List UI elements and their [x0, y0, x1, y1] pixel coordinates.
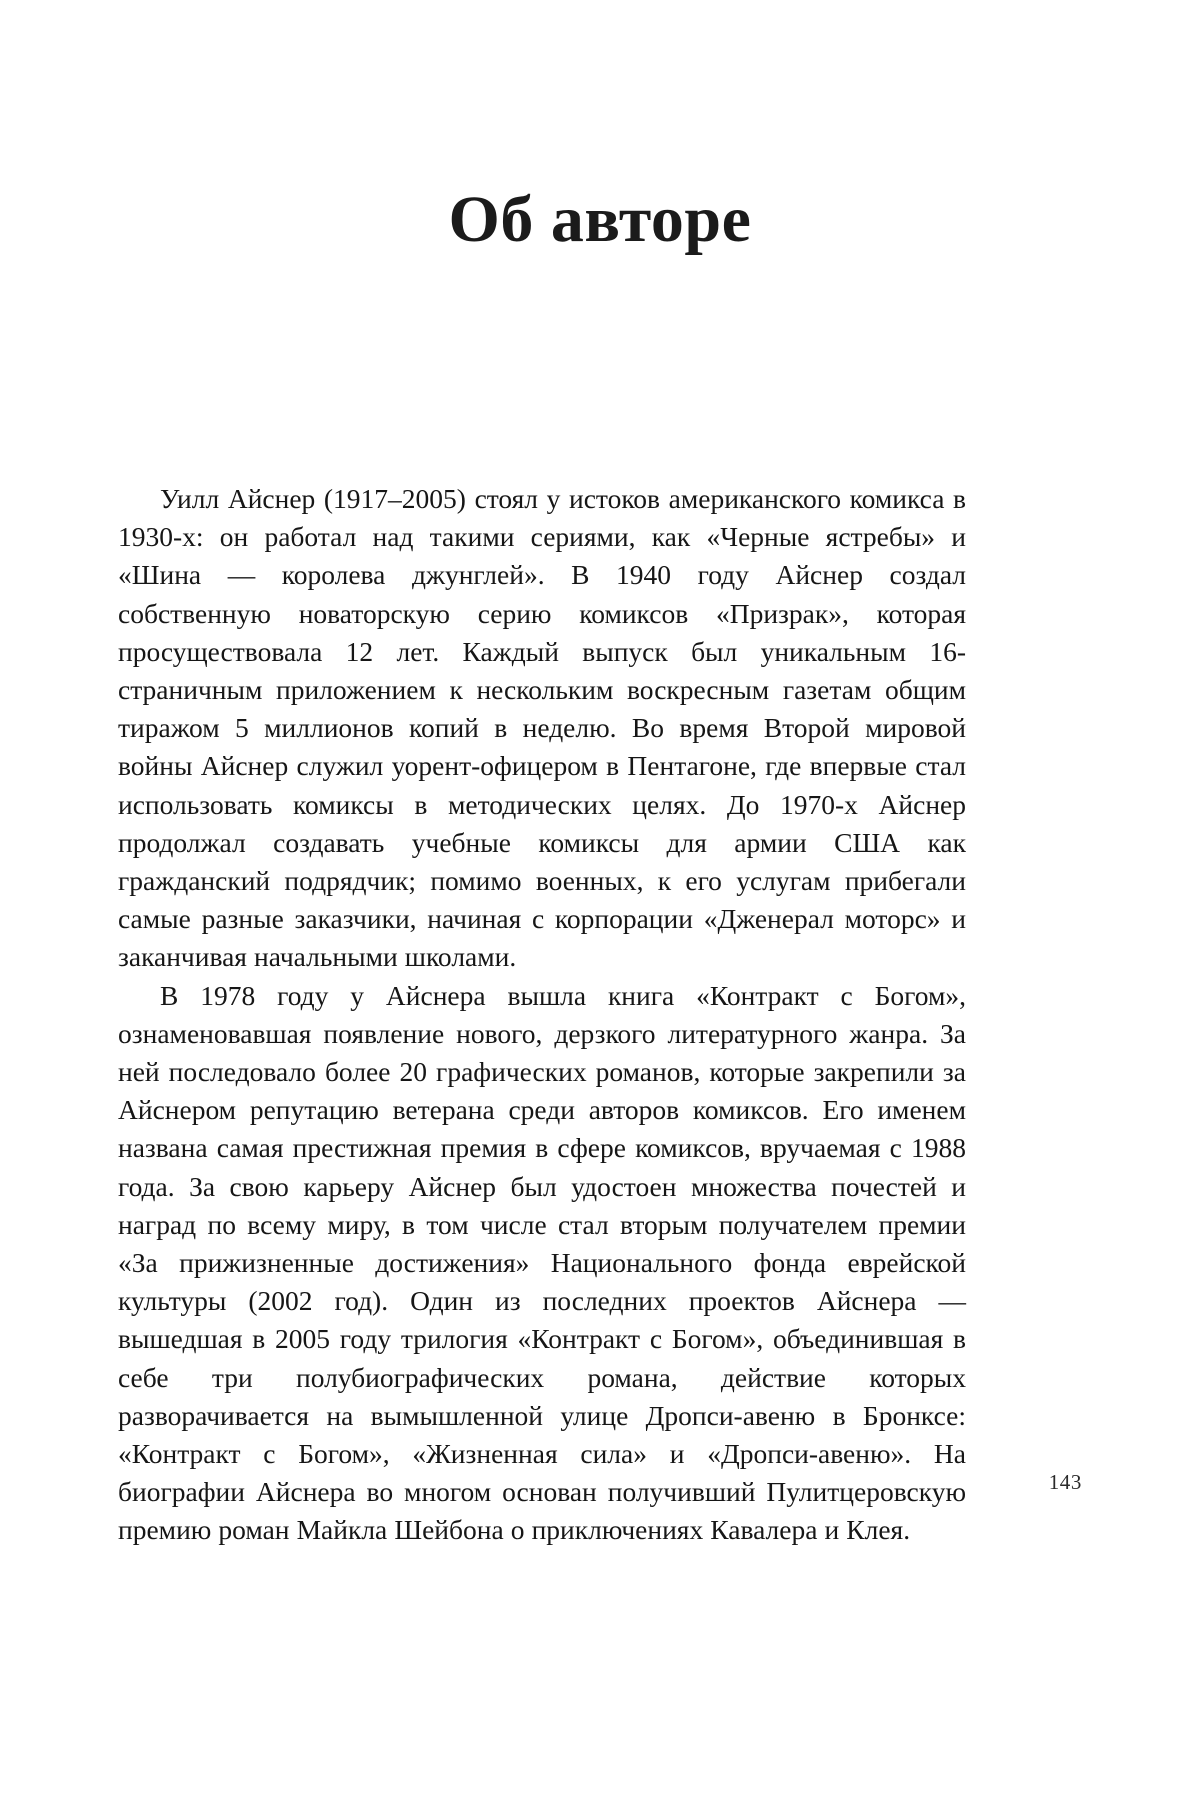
page-number: 143	[1048, 1470, 1082, 1494]
page-title: Об авторе	[448, 183, 752, 257]
body-paragraph-1: Уилл Айснер (1917–2005) стоял у истоков американского комикса в 1930-х: он работал над такими сериями, как «Черные ястребы» и «Шина — королева джунглей». В 1940 году Айснер создал собственную новаторскую серию комиксов «Призрак», которая просуществовала 12 лет. Каждый выпуск был уникальным 16-страничным приложением к нескольким воскресным газетам общим тиражом 5 миллионов копий в неделю. Во время Второй мировой войны Айснер служил уорент-офицером в Пентагоне, где впервые стал использовать комиксы в методических целях. До 1970-х Айснер продолжал создавать учебные комиксы для армии США как гражданский подрядчик; помимо военных, к его услугам прибегали самые разные заказчики, начиная с корпорации «Дженерал моторс» и заканчивая начальными школами.	[118, 483, 966, 973]
body-text-column	[118, 480, 966, 1550]
body-paragraph-2: В 1978 году у Айснера вышла книга «Контракт с Богом», ознаменовавшая появление нового, дерзкого литературного жанра. За ней последовало более 20 графических романов, которые закрепили за Айснером репутацию ветерана среди авторов комиксов. Его именем названа самая престижная премия в сфере комиксов, вручаемая с 1988 года. За свою карьеру Айснер был удостоен множества почестей и наград по всему миру, в том числе стал вторым получателем премии «За прижизненные достижения» Национального фонда еврейской культуры (2002 год). Один из последних проектов Айснера — вышедшая в 2005 году трилогия «Контракт с Богом», объединившая в себе три полубиографических романа, действие которых разворачивается на вымышленной улице Дропси-авеню в Бронксе: «Контракт с Богом», «Жизненная сила» и «Дропси-авеню». На биографии Айснера во многом основан получивший Пулитцеровскую премию роман Майкла Шейбона о приключениях Кавалера и Клея.	[118, 979, 966, 1546]
